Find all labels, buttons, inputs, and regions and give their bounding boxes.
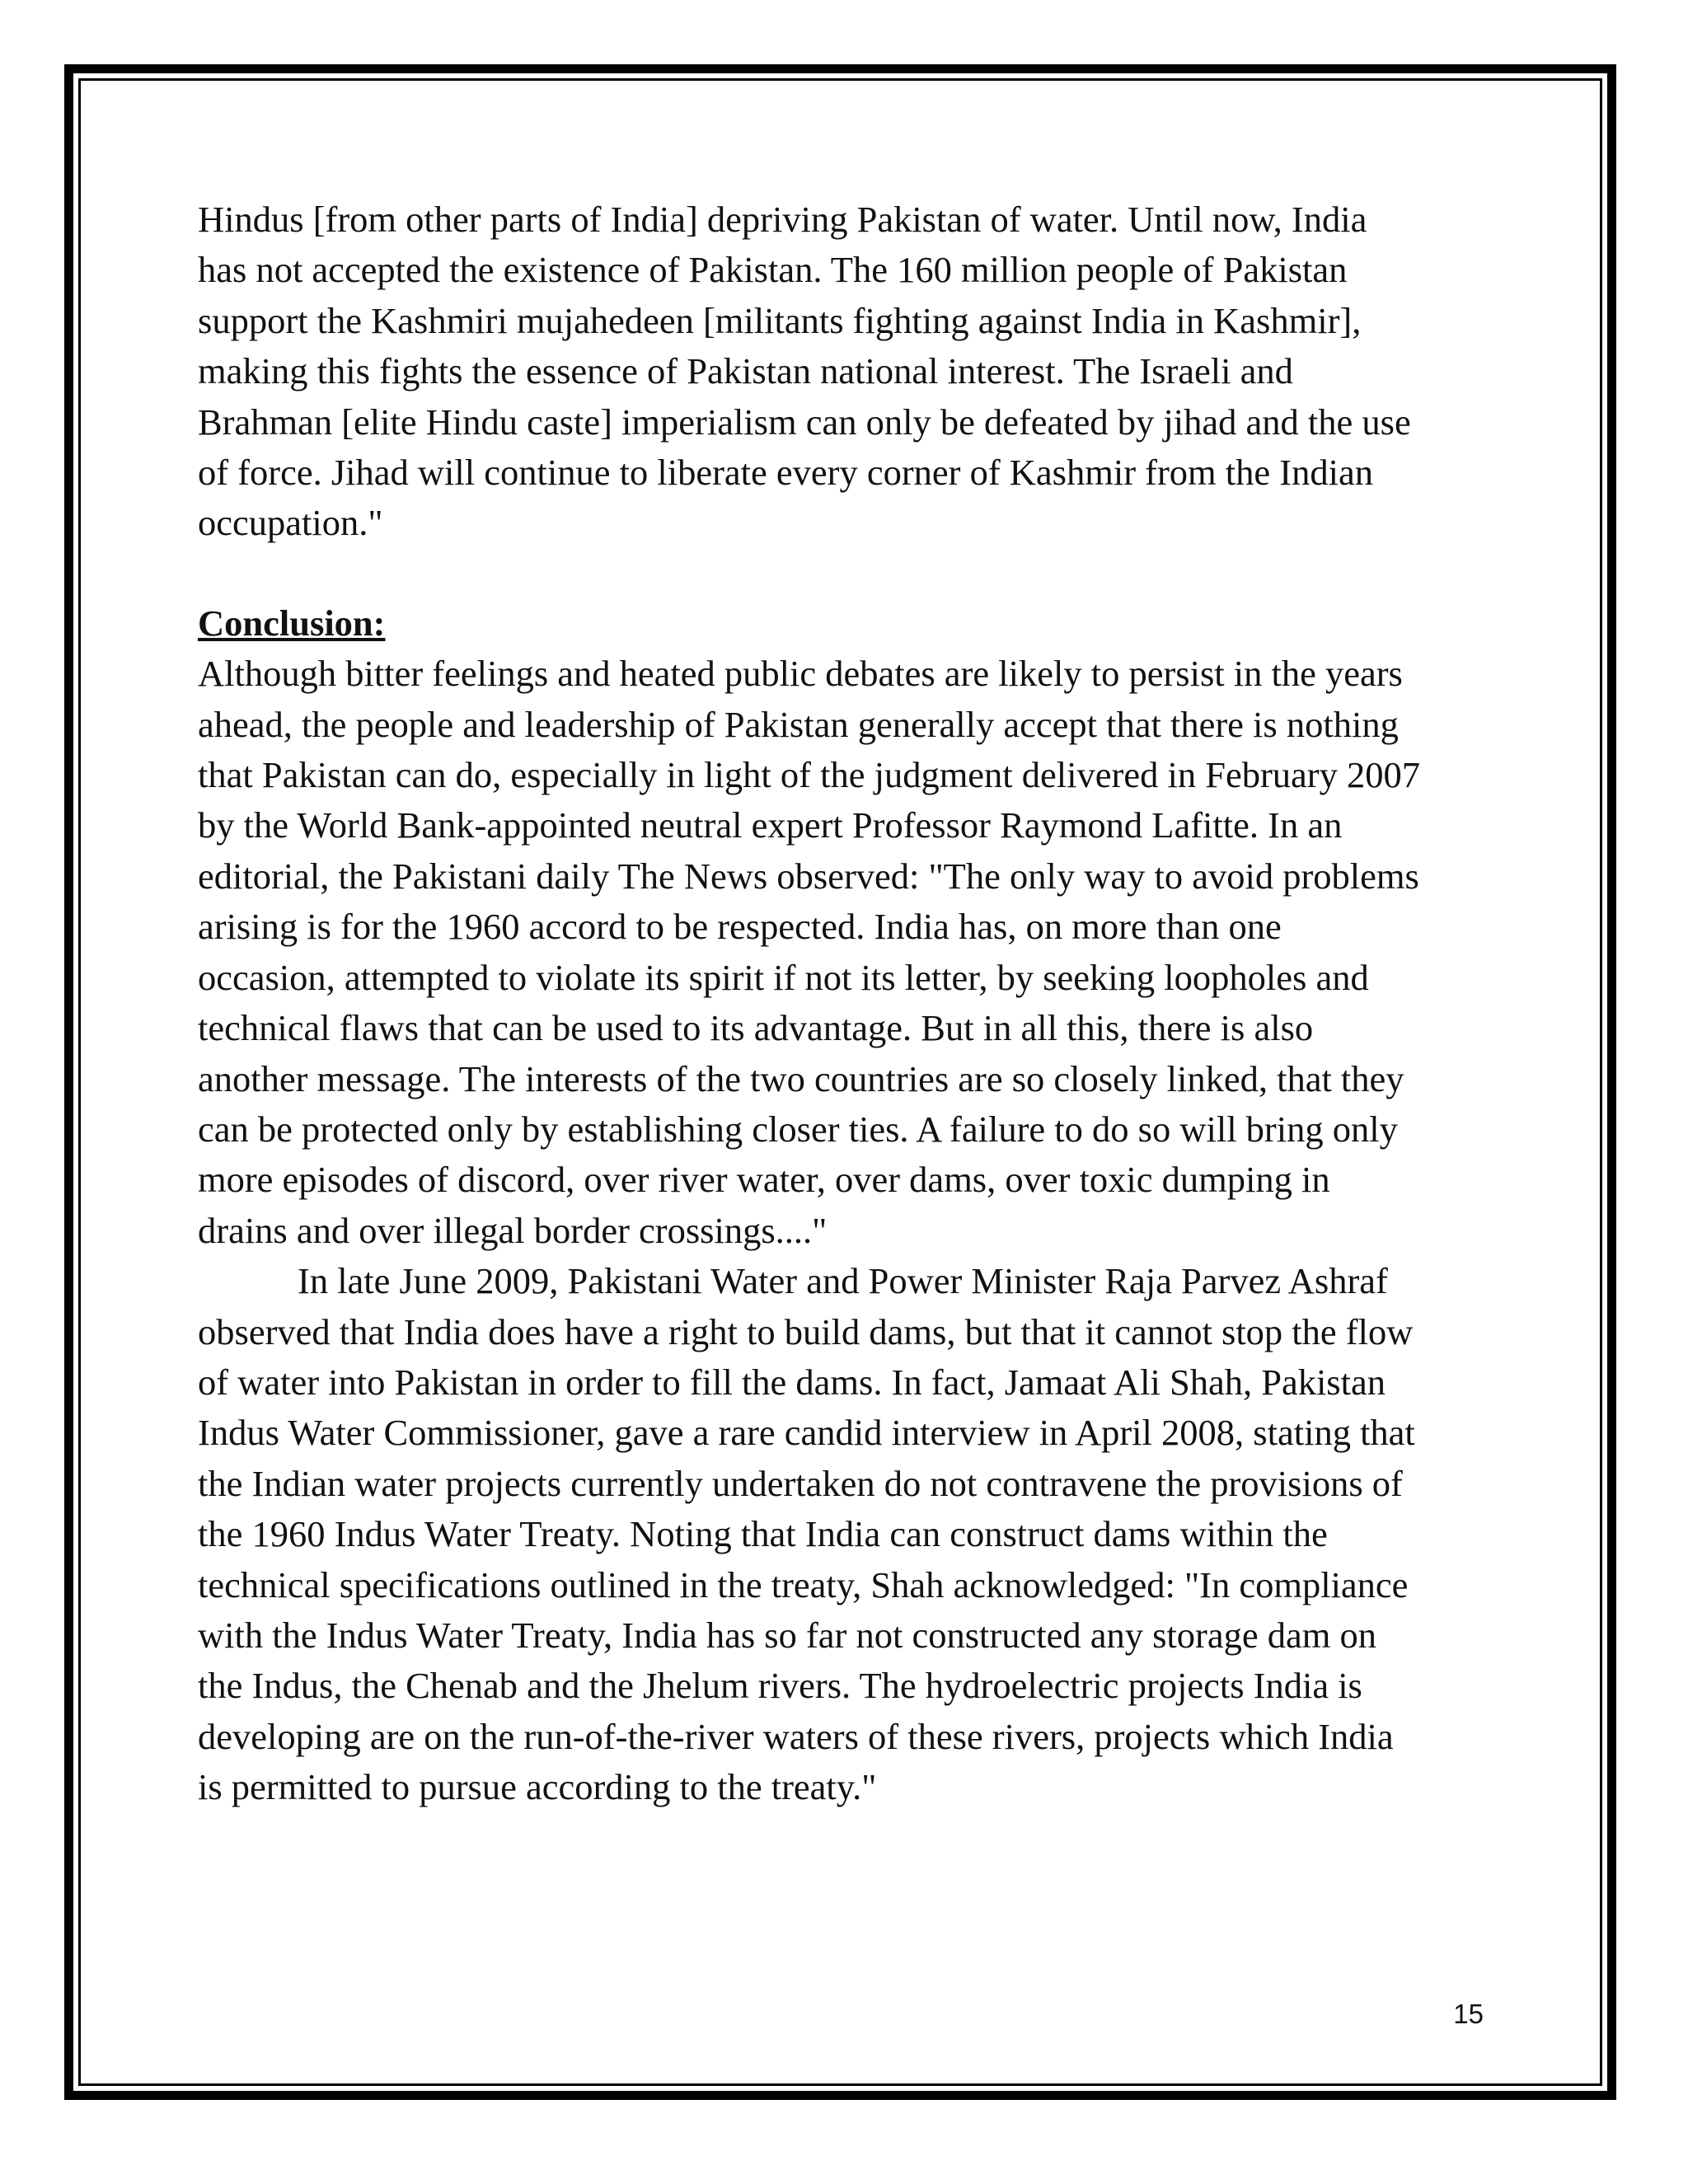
paragraph-conclusion xyxy=(198,649,1500,1256)
text-line: more episodes of discord, over river water, over dams, over toxic dumping in xyxy=(198,1159,1330,1201)
text-line: of force. Jihad will continue to liberate every corner of Kashmir from the Indian xyxy=(198,452,1373,494)
text-line: with the Indus Water Treaty, India has so far not constructed any storage dam on xyxy=(198,1614,1376,1656)
page-number: 15 xyxy=(1453,1999,1484,2029)
text-line: the 1960 Indus Water Treaty. Noting that India can construct dams within the xyxy=(198,1513,1328,1555)
text-line: the Indian water projects currently undertaken do not contravene the provisions of xyxy=(198,1462,1403,1504)
text-line: arising is for the 1960 accord to be respected. India has, on more than one xyxy=(198,906,1282,948)
text-line: occupation." xyxy=(198,502,383,544)
text-line: another message. The interests of the two countries are so closely linked, that they xyxy=(198,1057,1404,1099)
text-line: ahead, the people and leadership of Pakistan generally accept that there is nothing xyxy=(198,703,1399,745)
text-line: of water into Pakistan in order to fill the dams. In fact, Jamaat Ali Shah, Pakistan xyxy=(198,1361,1386,1403)
text-line: technical specifications outlined in the treaty, Shah acknowledged: "In compliance xyxy=(198,1563,1409,1605)
document-body xyxy=(198,194,1500,1813)
text-line: is permitted to pursue according to the treaty." xyxy=(198,1766,877,1808)
text-line: drains and over illegal border crossings...." xyxy=(198,1209,828,1251)
text-line: Brahman [elite Hindu caste] imperialism can only be defeated by jihad and the use xyxy=(198,401,1411,443)
text-line: has not accepted the existence of Pakistan. The 160 million people of Pakistan xyxy=(198,249,1348,291)
paragraph-intro xyxy=(198,194,1500,549)
text-line: technical flaws that can be used to its advantage. But in all this, there is also xyxy=(198,1007,1314,1049)
text-line: developing are on the run-of-the-river waters of these rivers, projects which India xyxy=(198,1715,1394,1757)
text-line: In late June 2009, Pakistani Water and Power Minister Raja Parvez Ashraf xyxy=(298,1260,1388,1302)
text-line: occasion, attempted to violate its spirit if not its letter, by seeking loopholes and xyxy=(198,956,1369,998)
paragraph-final xyxy=(198,1256,1500,1812)
text-line: observed that India does have a right to build dams, but that it cannot stop the flow xyxy=(198,1310,1414,1352)
text-line: by the World Bank-appointed neutral expert Professor Raymond Lafitte. In an xyxy=(198,804,1343,846)
text-line: Although bitter feelings and heated public debates are likely to persist in the years xyxy=(198,653,1403,695)
text-line: that Pakistan can do, especially in light of the judgment delivered in February 2007 xyxy=(198,754,1420,796)
text-line: support the Kashmiri mujahedeen [militants fighting against India in Kashmir], xyxy=(198,299,1362,341)
text-line: making this fights the essence of Pakistan national interest. The Israeli and xyxy=(198,350,1293,392)
text-line: Hindus [from other parts of India] depriving Pakistan of water. Until now, India xyxy=(198,199,1367,240)
text-line: Indus Water Commissioner, gave a rare candid interview in April 2008, stating that xyxy=(198,1412,1415,1454)
section-heading: Conclusion: xyxy=(198,602,386,644)
text-line: editorial, the Pakistani daily The News observed: "The only way to avoid problems xyxy=(198,855,1419,897)
text-line: can be protected only by establishing closer ties. A failure to do so will bring only xyxy=(198,1108,1398,1150)
text-line: the Indus, the Chenab and the Jhelum rivers. The hydroelectric projects India is xyxy=(198,1665,1362,1707)
